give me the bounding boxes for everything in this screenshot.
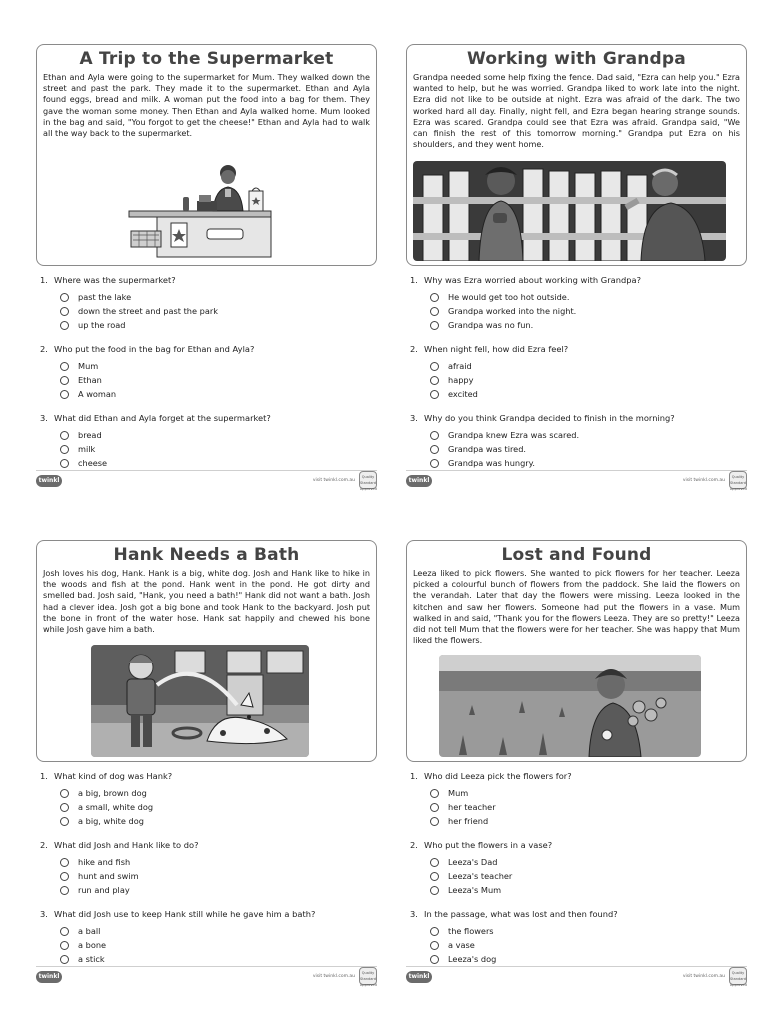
radio-button[interactable]: [60, 858, 69, 867]
radio-button[interactable]: [430, 376, 439, 385]
twinkl-logo: twinkl: [406, 475, 432, 487]
radio-button[interactable]: [430, 307, 439, 316]
story-text: Josh loves his dog, Hank. Hank is a big, white dog. Josh and Hank like to hike in the woods and fish at the pond. Hank went in the pond. He got dirty and smelled bad. Josh said, "Hank, you need a bath!" Hank did not want a bath. Josh had a clever idea. Josh got a big bone and took Hank to the backyard. Josh put the bone in front of the water hose. Hank sat happily and chewed his bone while Josh gave him a bath.: [43, 568, 370, 635]
story-box: [36, 540, 377, 762]
option-label: Grandpa was tired.: [448, 444, 527, 454]
answer-option[interactable]: [430, 304, 740, 318]
answer-option[interactable]: [430, 924, 740, 938]
question-text: Who put the food in the bag for Ethan and Ayla?: [54, 344, 255, 354]
option-label: up the road: [78, 320, 126, 330]
option-label: cheese: [78, 458, 108, 468]
answer-option[interactable]: [60, 373, 370, 387]
story-box: [36, 44, 377, 266]
answer-option[interactable]: [430, 428, 740, 442]
worksheet-grandpa: [392, 30, 752, 510]
option-label: a stick: [78, 954, 105, 964]
option-label: a big, brown dog: [78, 788, 147, 798]
questions: [40, 770, 370, 977]
answer-option[interactable]: [430, 387, 740, 401]
answer-option[interactable]: [60, 952, 370, 966]
answer-option[interactable]: [430, 883, 740, 897]
question-number: 2.: [40, 840, 48, 850]
radio-button[interactable]: [430, 817, 439, 826]
option-label: He would get too hot outside.: [448, 292, 570, 302]
radio-button[interactable]: [430, 872, 439, 881]
radio-button[interactable]: [60, 789, 69, 798]
answer-option[interactable]: [60, 786, 370, 800]
question: [410, 839, 740, 897]
answer-option[interactable]: [60, 428, 370, 442]
twinkl-logo: twinkl: [36, 971, 62, 983]
option-label: Grandpa was hungry.: [448, 458, 535, 468]
option-label: Mum: [78, 361, 99, 371]
option-label: Leeza's teacher: [448, 871, 513, 881]
option-label: a bone: [78, 940, 107, 950]
option-label: Mum: [448, 788, 469, 798]
option-label: run and play: [78, 885, 130, 895]
radio-button[interactable]: [60, 955, 69, 964]
answer-option[interactable]: [60, 456, 370, 470]
radio-button[interactable]: [60, 445, 69, 454]
question: [40, 839, 370, 897]
radio-button[interactable]: [430, 293, 439, 302]
radio-button[interactable]: [60, 803, 69, 812]
radio-button[interactable]: [60, 817, 69, 826]
option-label: Grandpa worked into the night.: [448, 306, 577, 316]
option-label: Grandpa was no fun.: [448, 320, 534, 330]
option-label: bread: [78, 430, 102, 440]
twinkl-logo: twinkl: [406, 971, 432, 983]
question-text: When night fell, how did Ezra feel?: [424, 344, 569, 354]
answer-option[interactable]: [60, 359, 370, 373]
question-number: 3.: [40, 413, 48, 423]
radio-button[interactable]: [60, 941, 69, 950]
option-label: a vase: [448, 940, 475, 950]
radio-button[interactable]: [430, 445, 439, 454]
answer-option[interactable]: [430, 373, 740, 387]
radio-button[interactable]: [430, 321, 439, 330]
story-text: Leeza liked to pick flowers. She wanted to pick flowers for her teacher. Leeza picked a colourful bunch of flowers from the paddock. She laid the flowers on the verandah. Later that day the flowers were missing. Leeza looked in the kitchen and saw her flowers. Someone had put the flowers in a vase. Mum walked in and said, "Thank you for the flowers Leeza. They are so pretty!" Leeza did not tell Mum that the flowers were for her teacher. She was happy that Mum liked the flowers.: [413, 568, 740, 646]
quality-badge: Quality Standard Approved: [729, 471, 747, 489]
worksheet-footer: [36, 470, 377, 492]
radio-button[interactable]: [430, 803, 439, 812]
question: [410, 343, 740, 401]
radio-button[interactable]: [60, 459, 69, 468]
fence-illustration: [413, 161, 726, 261]
question: [40, 343, 370, 401]
answer-option[interactable]: [60, 318, 370, 332]
quality-badge: Quality Standard Approved: [359, 967, 377, 985]
question: [410, 412, 740, 470]
answer-option[interactable]: [430, 869, 740, 883]
question-number: 3.: [40, 909, 48, 919]
story-text: Ethan and Ayla were going to the supermarket for Mum. They walked down the street and past the park. They made it to the supermarket. Ethan and Ayla found eggs, bread and milk. A woman put the food into a bag for them. They gave the woman some money. Then Ethan and Ayla walked home. Mum looked in the bag and said, "You forgot to get the cheese!" Ethan and Ayla had to walk all the way back to the supermarket.: [43, 72, 370, 139]
question-text: What did Josh use to keep Hank still while he gave him a bath?: [54, 909, 316, 919]
option-label: her teacher: [448, 802, 496, 812]
radio-button[interactable]: [430, 431, 439, 440]
radio-button[interactable]: [60, 321, 69, 330]
story-text: Grandpa needed some help fixing the fence. Dad said, "Ezra can help you." Ezra wanted to help, but he was worried. Grandpa liked to work late into the night. Ezra did not like to be outside at night. Ezra was afraid of the dark. The two worked hard all day. Finally, night fell, and Ezra began hearing strange sounds. Ezra was scared. Grandpa could see that Ezra was afraid. Grandpa said, "We can finish the rest of this tomorrow morning." Grandpa put Ezra on his shoulders, and they went home.: [413, 72, 740, 150]
question-number: 2.: [410, 840, 418, 850]
option-label: hunt and swim: [78, 871, 139, 881]
question-text: What did Ethan and Ayla forget at the supermarket?: [54, 413, 271, 423]
answer-option[interactable]: [430, 442, 740, 456]
answer-option[interactable]: [430, 800, 740, 814]
answer-option[interactable]: [60, 869, 370, 883]
radio-button[interactable]: [430, 941, 439, 950]
supermarket-illustration: [127, 161, 273, 261]
answer-option[interactable]: [430, 938, 740, 952]
question: [410, 908, 740, 966]
answer-option[interactable]: [430, 456, 740, 470]
question-text: Why do you think Grandpa decided to finish in the morning?: [424, 413, 675, 423]
answer-option[interactable]: [60, 304, 370, 318]
option-label: Ethan: [78, 375, 102, 385]
questions: [40, 274, 370, 481]
radio-button[interactable]: [430, 955, 439, 964]
story-title: Hank Needs a Bath: [113, 545, 300, 565]
radio-button[interactable]: [430, 858, 439, 867]
option-label: happy: [448, 375, 474, 385]
question-number: 1.: [410, 771, 418, 781]
worksheet-footer: [36, 966, 377, 988]
question-text: Where was the supermarket?: [54, 275, 176, 285]
story-title: Working with Grandpa: [467, 49, 686, 69]
option-label: hike and fish: [78, 857, 131, 867]
question-number: 2.: [40, 344, 48, 354]
answer-option[interactable]: [430, 359, 740, 373]
option-label: past the lake: [78, 292, 132, 302]
story-title: A Trip to the Supermarket: [79, 49, 334, 69]
option-label: a small, white dog: [78, 802, 154, 812]
radio-button[interactable]: [430, 459, 439, 468]
radio-button[interactable]: [60, 872, 69, 881]
question-number: 3.: [410, 413, 418, 423]
worksheet-footer: [406, 966, 747, 988]
question: [410, 274, 740, 332]
option-label: Grandpa knew Ezra was scared.: [448, 430, 580, 440]
option-label: a big, white dog: [78, 816, 144, 826]
answer-option[interactable]: [60, 800, 370, 814]
answer-option[interactable]: [60, 938, 370, 952]
radio-button[interactable]: [430, 362, 439, 371]
site-url: visit twinkl.com.au: [312, 974, 355, 979]
radio-button[interactable]: [60, 431, 69, 440]
answer-option[interactable]: [60, 924, 370, 938]
option-label: Leeza's Mum: [448, 885, 502, 895]
question-number: 3.: [410, 909, 418, 919]
option-label: excited: [448, 389, 478, 399]
questions: [410, 274, 740, 481]
answer-option[interactable]: [430, 318, 740, 332]
site-url: visit twinkl.com.au: [312, 478, 355, 483]
option-label: Leeza's Dad: [448, 857, 498, 867]
radio-button[interactable]: [60, 376, 69, 385]
question-text: What did Josh and Hank like to do?: [54, 840, 199, 850]
question-text: Why was Ezra worried about working with Grandpa?: [424, 275, 641, 285]
worksheet-supermarket: [22, 30, 382, 510]
option-label: a ball: [78, 926, 101, 936]
quality-badge: Quality Standard Approved: [359, 471, 377, 489]
answer-option[interactable]: [430, 290, 740, 304]
question-number: 2.: [410, 344, 418, 354]
radio-button[interactable]: [430, 927, 439, 936]
flowers-illustration: [439, 655, 701, 757]
question-text: In the passage, what was lost and then found?: [424, 909, 618, 919]
question-number: 1.: [40, 771, 48, 781]
question: [410, 770, 740, 828]
worksheet-hank: [22, 526, 382, 1006]
question-number: 1.: [410, 275, 418, 285]
answer-option[interactable]: [60, 442, 370, 456]
radio-button[interactable]: [60, 390, 69, 399]
story-title: Lost and Found: [501, 545, 652, 565]
dog-bath-illustration: [91, 645, 309, 757]
radio-button[interactable]: [430, 886, 439, 895]
question: [40, 274, 370, 332]
questions: [410, 770, 740, 977]
radio-button[interactable]: [60, 307, 69, 316]
answer-option[interactable]: [60, 883, 370, 897]
option-label: afraid: [448, 361, 472, 371]
quality-badge: Quality Standard Approved: [729, 967, 747, 985]
option-label: A woman: [78, 389, 117, 399]
answer-option[interactable]: [60, 814, 370, 828]
answer-option[interactable]: [60, 290, 370, 304]
question-number: 1.: [40, 275, 48, 285]
story-box: [406, 540, 747, 762]
radio-button[interactable]: [60, 362, 69, 371]
worksheet-footer: [406, 470, 747, 492]
answer-option[interactable]: [60, 387, 370, 401]
question-text: Who put the flowers in a vase?: [424, 840, 553, 850]
option-label: Leeza's dog: [448, 954, 497, 964]
site-url: visit twinkl.com.au: [682, 478, 725, 483]
answer-option[interactable]: [430, 786, 740, 800]
question-text: What kind of dog was Hank?: [54, 771, 173, 781]
radio-button[interactable]: [60, 293, 69, 302]
radio-button[interactable]: [60, 927, 69, 936]
question: [40, 908, 370, 966]
worksheet-lost-found: [392, 526, 752, 1006]
question: [40, 412, 370, 470]
option-label: milk: [78, 444, 96, 454]
radio-button[interactable]: [430, 390, 439, 399]
twinkl-logo: twinkl: [36, 475, 62, 487]
story-box: [406, 44, 747, 266]
answer-option[interactable]: [430, 952, 740, 966]
option-label: the flowers: [448, 926, 494, 936]
answer-option[interactable]: [430, 814, 740, 828]
question: [40, 770, 370, 828]
radio-button[interactable]: [60, 886, 69, 895]
site-url: visit twinkl.com.au: [682, 974, 725, 979]
option-label: her friend: [448, 816, 489, 826]
answer-option[interactable]: [430, 855, 740, 869]
question-text: Who did Leeza pick the flowers for?: [424, 771, 572, 781]
radio-button[interactable]: [430, 789, 439, 798]
answer-option[interactable]: [60, 855, 370, 869]
option-label: down the street and past the park: [78, 306, 218, 316]
